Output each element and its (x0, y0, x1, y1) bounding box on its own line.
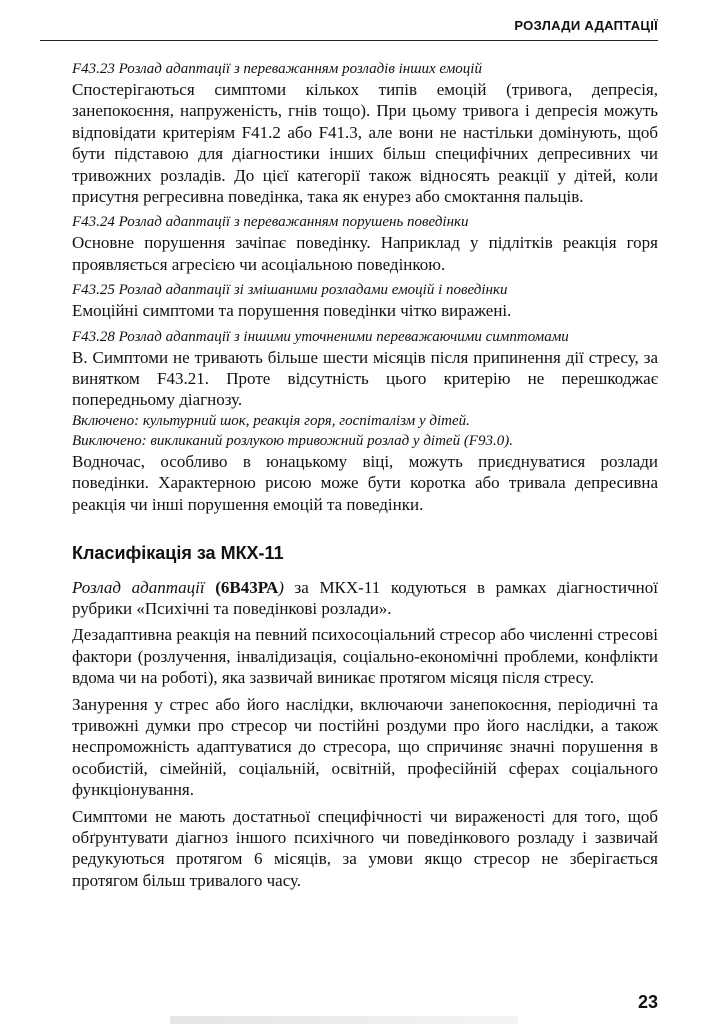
f4323-text: Спостерігаються симптоми кількох типів емоцій (тривога, депресія, занепокоєння, напруженість, гнів тощо). При цьому тривога і депресія можуть відповідати критеріям F41.2 або F41.3, але вони не настільки домінують, щоб бути підставою для діагностики інших більш специфічних депресивних чи тривожних розладів. До цієї категорії також відносять реакції у дітей, коли присутня регресивна поведінка, така як енурез або смоктання пальців. (72, 80, 658, 207)
f4325-text: Емоційні симптоми та порушення поведінки чітко виражені. (72, 301, 512, 321)
f4328-note: Водночас, особливо в юнацькому віці, можуть приєднуватися розлади поведінки. Характерною рисою може бути коротка або тривала депресивна реакція чи інші порушення емоцій та поведінки. (72, 451, 658, 514)
icd11-term: Розлад адаптації (72, 577, 205, 597)
icd11-code-close: ) (278, 577, 284, 597)
header-rule (40, 40, 658, 41)
icd11-paragraph-4: Симптоми не мають достатньої специфічності чи вираженості для того, щоб обґрунтувати діагноз іншого психічного чи поведінкового розладу і зазвичай редукуються протягом 6 місяців, за умови якщо стресор не зберігається протягом більш тривалого часу. (72, 806, 658, 890)
running-head: РОЗЛАДИ АДАПТАЦІЇ (514, 18, 658, 33)
f4324-title: F43.24 Розлад адаптації з переважанням порушень поведінки (72, 214, 469, 231)
icd11-code: (6B43РА (215, 577, 279, 597)
f4324-text: Основне порушення зачіпає поведінку. Наприклад у підлітків реакція горя проявляється агресією чи асоціальною поведінкою. (72, 233, 658, 274)
page-number: 23 (637, 992, 658, 1012)
page-body (72, 59, 658, 891)
excluded-note: Виключено: викликаний розлукою тривожний розлад у дітей (F93.0). (72, 432, 513, 449)
section-heading-icd11: Класифікація за МКХ-11 (72, 543, 284, 564)
bleed-through-text (170, 1016, 518, 1024)
f4325-title: F43.25 Розлад адаптації зі змішаними розладами емоцій і поведінки (72, 282, 508, 299)
icd11-paragraph-1 (72, 577, 658, 620)
f4328-title: F43.28 Розлад адаптації з іншими уточненими переважаючими симптомами (72, 328, 569, 345)
icd11-paragraph-3: Занурення у стрес або його наслідки, включаючи занепокоєння, періодичні та тривожні думки про стресор чи постійні роздуми про його наслідки, а також неспроможність адаптуватися до стресора, що спричиняє значні порушення в особистій, сімейній, соціальній, освітній, професійній сферах соціального функціонування. (72, 694, 658, 800)
icd11-paragraph-2: Дезадаптивна реакція на певний психосоціальний стресор або численні стресові фактори (розлучення, інвалідизація, соціально-економічні проблеми, конфлікти вдома чи на роботі), яка зазвичай виникає протягом місяця після стресу. (72, 625, 658, 688)
icd11-p1-rest: за МКХ-11 кодуються в рамках діагностичної рубрики «Психічні та поведінкові розлади». (72, 577, 658, 618)
f4323-title: F43.23 Розлад адаптації з переважанням розладів інших емоцій (72, 61, 482, 77)
included-note: Включено: культурний шок, реакція горя, госпіталізм у дітей. (72, 412, 470, 429)
f4328-text: B. Симптоми не тривають більше шести місяців після припинення дії стресу, за винятком F43.21. Проте відсутність цього критерію не перешкоджає попередньому діагнозу. (72, 347, 658, 410)
